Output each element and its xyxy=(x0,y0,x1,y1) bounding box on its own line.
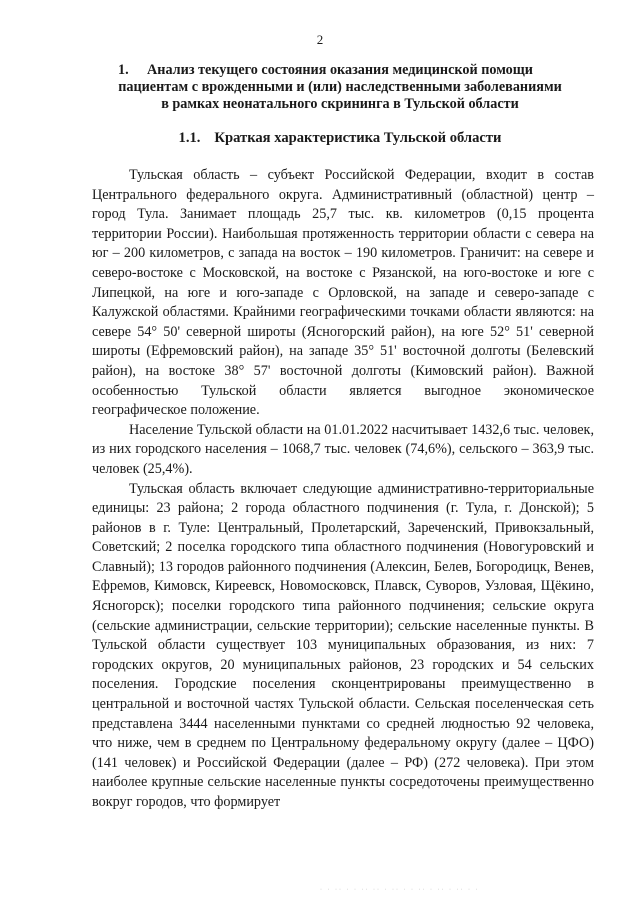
subsection-heading xyxy=(100,130,580,147)
body-text xyxy=(92,166,594,813)
section-title-line-2: пациентам с врожденными и (или) наследственными заболеваниями xyxy=(118,79,562,95)
section-title-line-1: Анализ текущего состояния оказания медицинской помощи xyxy=(147,62,533,78)
subsection-number: 1.1. xyxy=(178,130,201,146)
paragraph-population: Население Тульской области на 01.01.2022 насчитывает 1432,6 тыс. человек, из них городского населения – 1068,7 тыс. человек (74,6%), сельского – 363,9 тыс. человек (25,4%). xyxy=(92,421,594,477)
subsection-title: Краткая характеристика Тульской области xyxy=(214,130,502,146)
paragraph-administrative-units: Тульская область включает следующие административно-территориальные единицы: 23 района; 2 города областного подчинения (г. Тула, г. Донской); 5 районов в г. Туле: Центральный, Пролетарский, Зареченский, Привокзальный, Советский; 2 поселка городского типа областного подчинения (Новогуровский и Славный); 13 городов районного подчинения (Алексин, Белев, Богородицк, Венев, Ефремов, Кимовск, Киреевск, Новомосковск, Плавск, Суворов, Узловая, Щёкино, Ясногорск); поселки городского типа районного подчинения; сельские округа (сельские администрации, сельские территории); сельские населенные пункты. В Тульской области существует 103 муниципальных образования, из них: 7 городских округов, 20 муниципальных районов, 23 городских и 54 сельских поселения. Городские поселения сконцентрированы преимущественно в центральной и восточной частях Тульской области. Сельская поселенческая сеть представлена 3444 населенными пунктами со средней людностью 92 человека, что ниже, чем в среднем по Центральному федеральному округу (далее – ЦФО) (141 человек) и Российской Федерации (далее – РФ) (272 человека). При этом наиболее крупные сельские населенные пункты сосредоточены преимущественно вокруг городов, что формирует xyxy=(92,480,594,810)
paragraph-geography: Тульская область – субъект Российской Федерации, входит в состав Центрального федерального округа. Административный (областной) центр – город Тула. Занимает площадь 25,7 тыс. кв. километров (0,15 процента территории России). Наибольшая протяженность территории области с севера на юг – 200 километров, с запада на восток – 190 километров. Граничит: на севере и северо-востоке с Московской, на востоке с Рязанской, на юго-востоке и юге с Липецкой, на юге и юго-западе с Орловской, на западе и северо-западе с Калужской областями. Крайними географическими точками области являются: на севере 54° 50' северной широты (Ясногорский район), на юге 52° 51' северной широты (Ефремовский район), на западе 35° 51' восточной долготы (Белевский район), на востоке 38° 57' восточной долготы (Кимовский район). Важной особенностью Тульской области является выгодное экономическое географическое положение. xyxy=(92,167,594,419)
scan-artifact: · · ·· · · ·· ·· · ·· · · ·· · ·· · ·· · · xyxy=(320,887,480,893)
section-title-line-3: в рамках неонатального скрининга в Тульской области xyxy=(161,96,519,112)
section-heading xyxy=(100,62,580,113)
section-number: 1. xyxy=(118,62,129,78)
page-number: 2 xyxy=(316,32,324,47)
